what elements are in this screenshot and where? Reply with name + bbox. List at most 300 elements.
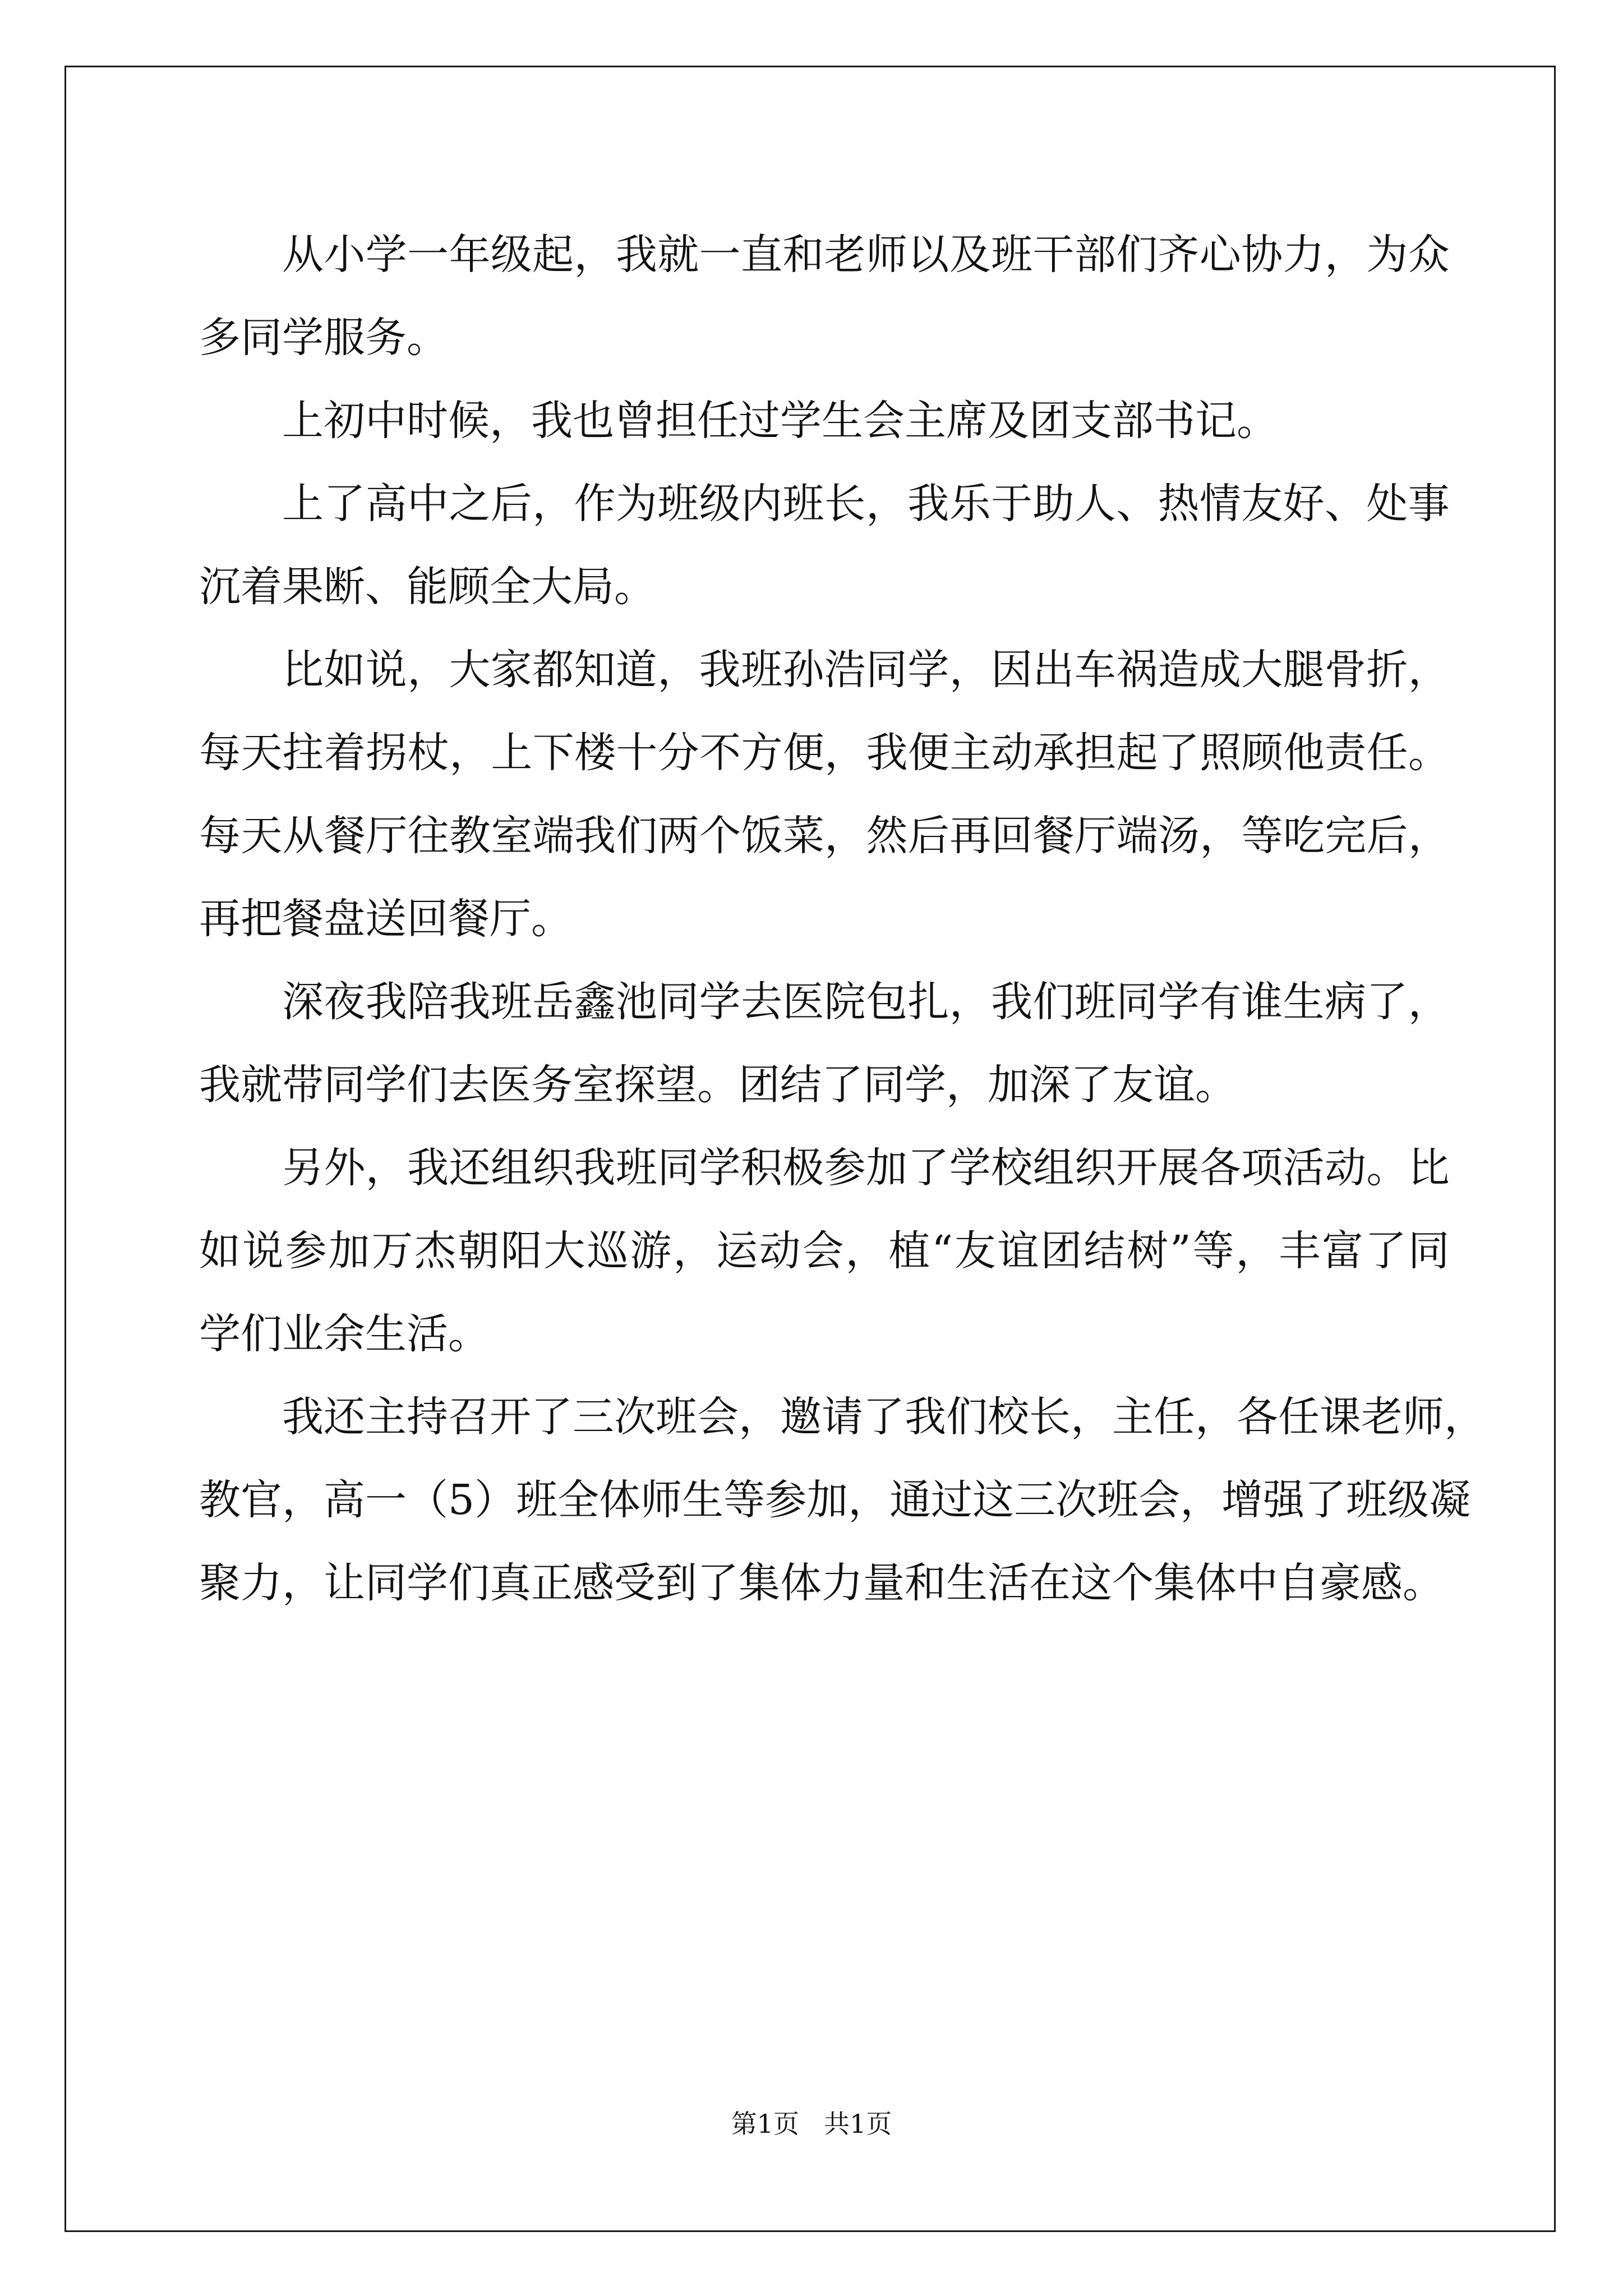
glyph: 折 bbox=[1366, 646, 1408, 694]
glyph: 扎 bbox=[907, 978, 949, 1026]
glyph: ， bbox=[1071, 1393, 1112, 1441]
glyph: 为 bbox=[615, 480, 657, 528]
glyph: 三 bbox=[573, 1393, 614, 1441]
glyph: 拐 bbox=[366, 729, 408, 777]
glyph: 完 bbox=[1325, 812, 1367, 860]
glyph: 们 bbox=[616, 812, 658, 860]
glyph: 主 bbox=[365, 1393, 407, 1441]
glyph: 分 bbox=[657, 729, 699, 777]
glyph: 小 bbox=[324, 231, 366, 279]
glyph: 造 bbox=[1158, 646, 1200, 694]
text-line: 聚力，让同学们真正感受到了集体力量和生活在这个集体中自豪感。 bbox=[199, 1559, 1444, 1607]
glyph: 会 bbox=[697, 1393, 739, 1441]
glyph: 学 bbox=[365, 231, 407, 279]
glyph: 比 bbox=[1408, 1144, 1450, 1192]
glyph: 如 bbox=[324, 646, 366, 694]
glyph: 加 bbox=[866, 1144, 908, 1192]
glyph: 好 bbox=[1283, 480, 1325, 528]
glyph: 体 bbox=[599, 1476, 641, 1524]
glyph: 班 bbox=[516, 1476, 558, 1524]
glyph: 凝 bbox=[1429, 1476, 1471, 1524]
glyph: 餐 bbox=[324, 812, 366, 860]
text-line bbox=[282, 213, 1450, 296]
glyph: 人 bbox=[1074, 480, 1116, 528]
glyph: 一 bbox=[407, 231, 449, 279]
glyph: 参 bbox=[824, 1144, 866, 1192]
glyph: 了 bbox=[863, 1393, 905, 1441]
glyph: 各 bbox=[1237, 1393, 1278, 1441]
glyph: 班 bbox=[656, 1393, 697, 1441]
glyph: 热 bbox=[1158, 480, 1200, 528]
glyph: ， bbox=[824, 729, 866, 777]
glyph: 加 bbox=[806, 1476, 849, 1524]
glyph: ） bbox=[474, 1476, 517, 1524]
glyph: 富 bbox=[1322, 1227, 1364, 1275]
glyph: 织 bbox=[532, 1144, 574, 1192]
glyph: 他 bbox=[1283, 729, 1325, 777]
glyph: ， bbox=[365, 1144, 407, 1192]
glyph: 还 bbox=[449, 1144, 491, 1192]
glyph: 等 bbox=[1192, 1227, 1234, 1275]
glyph: 饭 bbox=[741, 812, 783, 860]
glyph: 上 bbox=[491, 729, 533, 777]
glyph: 级 bbox=[490, 231, 532, 279]
glyph: 运 bbox=[716, 1227, 758, 1275]
glyph: 天 bbox=[241, 812, 283, 860]
glyph: ， bbox=[949, 978, 991, 1026]
glyph: ， bbox=[1235, 1227, 1278, 1275]
glyph: 师 bbox=[866, 231, 908, 279]
glyph: ， bbox=[407, 646, 449, 694]
glyph: ， bbox=[848, 1476, 890, 1524]
glyph: ， bbox=[845, 1227, 887, 1275]
glyph: 我 bbox=[574, 1144, 616, 1192]
glyph: 长 bbox=[1029, 1393, 1071, 1441]
glyph: 包 bbox=[866, 978, 908, 1026]
glyph: 等 bbox=[723, 1476, 766, 1524]
glyph: 任 bbox=[1154, 1393, 1195, 1441]
glyph: 谊 bbox=[997, 1227, 1039, 1275]
glyph: 孙 bbox=[782, 646, 824, 694]
glyph: 便 bbox=[907, 729, 949, 777]
glyph: 中 bbox=[407, 480, 449, 528]
glyph: 年 bbox=[449, 231, 491, 279]
glyph: 师 bbox=[640, 1476, 683, 1524]
glyph: 医 bbox=[782, 978, 824, 1026]
glyph: 班 bbox=[1097, 1476, 1139, 1524]
text-line bbox=[199, 1209, 1450, 1292]
glyph: 游 bbox=[630, 1227, 672, 1275]
glyph: 课 bbox=[1320, 1393, 1361, 1441]
glyph: ， bbox=[866, 480, 908, 528]
glyph: 级 bbox=[1387, 1476, 1430, 1524]
glyph: ， bbox=[673, 1227, 715, 1275]
glyph: 教 bbox=[449, 812, 491, 860]
glyph: 下 bbox=[532, 729, 574, 777]
glyph: 责 bbox=[1325, 729, 1367, 777]
glyph: 强 bbox=[1263, 1476, 1305, 1524]
glyph: 病 bbox=[1324, 978, 1366, 1026]
text-line bbox=[199, 794, 1450, 877]
glyph: ， bbox=[1324, 231, 1366, 279]
glyph: 菜 bbox=[782, 812, 824, 860]
glyph: 然 bbox=[866, 812, 908, 860]
glyph: 通 bbox=[889, 1476, 932, 1524]
glyph: ， bbox=[1408, 812, 1450, 860]
glyph: 我 bbox=[574, 812, 616, 860]
glyph: 丰 bbox=[1279, 1227, 1321, 1275]
glyph: （ bbox=[407, 1476, 448, 1524]
glyph: 我 bbox=[365, 978, 407, 1026]
glyph: ， bbox=[282, 1476, 324, 1524]
glyph: 班 bbox=[740, 646, 782, 694]
glyph: 三 bbox=[1014, 1476, 1056, 1524]
glyph: 学 bbox=[699, 978, 741, 1026]
glyph: 项 bbox=[1241, 1144, 1283, 1192]
glyph: 之 bbox=[449, 480, 491, 528]
text-line: 沉着果断、能顾全大局。 bbox=[199, 563, 656, 611]
glyph: 楼 bbox=[574, 729, 616, 777]
glyph: 从 bbox=[282, 231, 324, 279]
glyph: 老 bbox=[1361, 1393, 1403, 1441]
glyph: 树 bbox=[1127, 1227, 1169, 1275]
glyph: 和 bbox=[782, 231, 824, 279]
glyph: 老 bbox=[824, 231, 866, 279]
glyph: 持 bbox=[407, 1393, 448, 1441]
glyph: 班 bbox=[657, 480, 699, 528]
glyph: 参 bbox=[285, 1227, 327, 1275]
glyph: 一 bbox=[365, 1476, 407, 1524]
glyph: 同 bbox=[1408, 1227, 1450, 1275]
glyph: 岳 bbox=[532, 978, 574, 1026]
glyph: 还 bbox=[324, 1393, 365, 1441]
page-total: 共1页 bbox=[823, 2109, 892, 2139]
glyph: 就 bbox=[657, 231, 699, 279]
text-line: 学们业余生活。 bbox=[199, 1310, 490, 1358]
glyph: 极 bbox=[782, 1144, 824, 1192]
glyph: 我 bbox=[907, 480, 949, 528]
glyph: 外 bbox=[324, 1144, 366, 1192]
glyph: 了 bbox=[1364, 1227, 1407, 1275]
glyph: 们 bbox=[1116, 231, 1158, 279]
glyph: 大 bbox=[543, 1227, 585, 1275]
glyph: 杰 bbox=[414, 1227, 457, 1275]
glyph: 班 bbox=[1074, 978, 1116, 1026]
glyph: 情 bbox=[1199, 480, 1241, 528]
glyph: 活 bbox=[1283, 1144, 1325, 1192]
glyph: 力 bbox=[1283, 231, 1325, 279]
glyph: 植 bbox=[888, 1227, 930, 1275]
glyph: ， bbox=[1180, 1476, 1222, 1524]
glyph: 、 bbox=[1116, 480, 1158, 528]
glyph: 们 bbox=[1032, 978, 1075, 1026]
glyph: 端 bbox=[1116, 812, 1158, 860]
glyph: 我 bbox=[615, 231, 657, 279]
glyph: 等 bbox=[1241, 812, 1283, 860]
glyph: 助 bbox=[1032, 480, 1075, 528]
glyph: “ bbox=[932, 1227, 953, 1275]
glyph: 我 bbox=[282, 1393, 324, 1441]
glyph: 增 bbox=[1221, 1476, 1264, 1524]
glyph: 次 bbox=[614, 1393, 656, 1441]
glyph: 参 bbox=[765, 1476, 807, 1524]
glyph: 齐 bbox=[1158, 231, 1200, 279]
glyph: 班 bbox=[991, 231, 1033, 279]
glyph: 大 bbox=[449, 646, 491, 694]
glyph: 餐 bbox=[1032, 812, 1075, 860]
glyph: 室 bbox=[491, 812, 533, 860]
glyph: 这 bbox=[972, 1476, 1015, 1524]
glyph: 杖 bbox=[407, 729, 449, 777]
glyph: 主 bbox=[1112, 1393, 1154, 1441]
text-line: 上初中时候，我也曾担任过学生会主席及团支部书记。 bbox=[282, 397, 1278, 445]
glyph: 同 bbox=[1116, 978, 1158, 1026]
glyph: 我 bbox=[449, 978, 491, 1026]
text-line bbox=[199, 711, 1450, 794]
document-body bbox=[199, 213, 1486, 1625]
glyph: 班 bbox=[615, 1144, 657, 1192]
glyph: 5 bbox=[448, 1476, 475, 1524]
text-line bbox=[282, 462, 1450, 545]
glyph: 内 bbox=[740, 480, 782, 528]
glyph: 了 bbox=[324, 480, 366, 528]
glyph: 组 bbox=[1032, 1144, 1075, 1192]
glyph: 动 bbox=[991, 729, 1033, 777]
glyph: 另 bbox=[282, 1144, 324, 1192]
glyph: 为 bbox=[1366, 231, 1408, 279]
glyph: 厅 bbox=[366, 812, 408, 860]
glyph: 拄 bbox=[282, 729, 324, 777]
glyph: 教 bbox=[199, 1476, 241, 1524]
glyph: 朝 bbox=[457, 1227, 499, 1275]
glyph: 任 bbox=[1278, 1393, 1320, 1441]
glyph: 承 bbox=[1032, 729, 1075, 777]
text-line bbox=[199, 1458, 1471, 1542]
glyph: 过 bbox=[931, 1476, 973, 1524]
glyph: 以 bbox=[907, 231, 949, 279]
glyph: 大 bbox=[1241, 646, 1283, 694]
glyph: 我 bbox=[407, 1144, 449, 1192]
glyph: 开 bbox=[490, 1393, 531, 1441]
glyph: 学 bbox=[949, 1144, 991, 1192]
glyph: 如 bbox=[199, 1227, 241, 1275]
glyph: 班 bbox=[1346, 1476, 1388, 1524]
glyph: 心 bbox=[1199, 231, 1241, 279]
glyph: 每 bbox=[199, 729, 241, 777]
glyph: 结 bbox=[1083, 1227, 1126, 1275]
glyph: 组 bbox=[490, 1144, 532, 1192]
glyph: 都 bbox=[532, 646, 574, 694]
glyph: 再 bbox=[949, 812, 992, 860]
glyph: 学 bbox=[699, 1144, 741, 1192]
glyph: 个 bbox=[699, 812, 741, 860]
glyph: 后 bbox=[490, 480, 532, 528]
glyph: 成 bbox=[1199, 646, 1241, 694]
page-footer bbox=[0, 2104, 1623, 2141]
glyph: 邀 bbox=[780, 1393, 822, 1441]
glyph: 陪 bbox=[407, 978, 449, 1026]
glyph: 高 bbox=[324, 1476, 365, 1524]
glyph: 师 bbox=[1403, 1393, 1444, 1441]
glyph: 请 bbox=[822, 1393, 863, 1441]
glyph: 众 bbox=[1408, 231, 1450, 279]
glyph: 同 bbox=[866, 646, 908, 694]
text-line: 再把餐盘送回餐厅。 bbox=[199, 895, 573, 943]
glyph: 同 bbox=[657, 978, 699, 1026]
glyph: 班 bbox=[490, 978, 532, 1026]
glyph: 。 bbox=[1366, 1144, 1408, 1192]
glyph: 长 bbox=[824, 480, 866, 528]
glyph: 校 bbox=[988, 1393, 1029, 1441]
text-line bbox=[282, 628, 1450, 711]
text-line bbox=[282, 1126, 1450, 1209]
glyph: 任 bbox=[1366, 729, 1408, 777]
glyph: 主 bbox=[949, 729, 992, 777]
glyph: 同 bbox=[657, 1144, 699, 1192]
glyph: 去 bbox=[740, 978, 782, 1026]
glyph: 高 bbox=[365, 480, 407, 528]
glyph: ， bbox=[574, 231, 616, 279]
glyph: 汤 bbox=[1158, 812, 1200, 860]
text-line: 我就带同学们去医务室探望。团结了同学，加深了友谊。 bbox=[199, 1061, 1237, 1109]
glyph: 干 bbox=[1032, 231, 1075, 279]
glyph: 友 bbox=[954, 1227, 996, 1275]
glyph: 一 bbox=[699, 231, 741, 279]
glyph: 厅 bbox=[1075, 812, 1117, 860]
glyph: 万 bbox=[371, 1227, 413, 1275]
glyph: 部 bbox=[1074, 231, 1116, 279]
glyph: 及 bbox=[949, 231, 991, 279]
glyph: 开 bbox=[1116, 1144, 1158, 1192]
glyph: 比 bbox=[282, 646, 324, 694]
glyph: 腿 bbox=[1283, 646, 1325, 694]
glyph: 次 bbox=[1055, 1476, 1098, 1524]
glyph: 起 bbox=[532, 231, 574, 279]
page-number: 第1页 bbox=[731, 2109, 800, 2139]
glyph: 说 bbox=[242, 1227, 284, 1275]
glyph: 方 bbox=[741, 729, 783, 777]
text-line: 多同学服务。 bbox=[199, 314, 448, 362]
glyph: 官 bbox=[241, 1476, 282, 1524]
glyph: 上 bbox=[282, 480, 324, 528]
glyph: 端 bbox=[532, 812, 574, 860]
glyph: 级 bbox=[699, 480, 741, 528]
glyph: 我 bbox=[866, 729, 908, 777]
glyph: ， bbox=[824, 812, 866, 860]
glyph: ， bbox=[949, 646, 991, 694]
glyph: 说 bbox=[365, 646, 407, 694]
glyph: 巡 bbox=[587, 1227, 629, 1275]
glyph: 浩 bbox=[824, 646, 866, 694]
glyph: 后 bbox=[907, 812, 949, 860]
glyph: 我 bbox=[991, 978, 1033, 1026]
glyph: 鑫 bbox=[574, 978, 616, 1026]
glyph: 织 bbox=[1074, 1144, 1116, 1192]
glyph: 顾 bbox=[1241, 729, 1283, 777]
glyph: 作 bbox=[574, 480, 616, 528]
glyph: ， bbox=[532, 480, 574, 528]
glyph: 会 bbox=[802, 1227, 844, 1275]
glyph: ” bbox=[1169, 1227, 1191, 1275]
glyph: 便 bbox=[782, 729, 824, 777]
glyph: 处 bbox=[1366, 480, 1408, 528]
glyph: 团 bbox=[1040, 1227, 1082, 1275]
glyph: ， bbox=[1195, 1393, 1237, 1441]
glyph: 学 bbox=[1158, 978, 1200, 1026]
glyph: 谁 bbox=[1241, 978, 1283, 1026]
glyph: 动 bbox=[759, 1227, 801, 1275]
glyph: 家 bbox=[490, 646, 532, 694]
glyph: 各 bbox=[1199, 1144, 1241, 1192]
glyph: 知 bbox=[574, 646, 616, 694]
glyph: 了 bbox=[531, 1393, 573, 1441]
glyph: 动 bbox=[1324, 1144, 1366, 1192]
glyph: 、 bbox=[1324, 480, 1366, 528]
glyph: 直 bbox=[740, 231, 782, 279]
glyph: 积 bbox=[740, 1144, 782, 1192]
glyph: 骨 bbox=[1324, 646, 1366, 694]
glyph: 每 bbox=[199, 812, 241, 860]
glyph: 召 bbox=[448, 1393, 490, 1441]
glyph: 校 bbox=[991, 1144, 1033, 1192]
glyph: 夜 bbox=[324, 978, 366, 1026]
glyph: 乐 bbox=[949, 480, 991, 528]
glyph: ， bbox=[449, 729, 491, 777]
glyph: 了 bbox=[1366, 978, 1408, 1026]
glyph: 院 bbox=[824, 978, 866, 1026]
glyph: 池 bbox=[615, 978, 657, 1026]
text-line bbox=[282, 960, 1450, 1043]
glyph: 祸 bbox=[1116, 646, 1158, 694]
glyph: ， bbox=[1200, 812, 1242, 860]
glyph: 友 bbox=[1241, 480, 1283, 528]
glyph: 出 bbox=[1032, 646, 1075, 694]
glyph: 从 bbox=[282, 812, 324, 860]
glyph: 阳 bbox=[500, 1227, 542, 1275]
glyph: 班 bbox=[782, 480, 824, 528]
glyph: 车 bbox=[1074, 646, 1116, 694]
glyph: 后 bbox=[1366, 812, 1408, 860]
glyph: 全 bbox=[557, 1476, 600, 1524]
glyph: 有 bbox=[1199, 978, 1241, 1026]
glyph: 不 bbox=[699, 729, 741, 777]
glyph: 两 bbox=[657, 812, 699, 860]
text-line bbox=[282, 1375, 1486, 1458]
glyph: ， bbox=[1408, 978, 1450, 1026]
glyph: 事 bbox=[1408, 480, 1450, 528]
glyph: ， bbox=[739, 1393, 780, 1441]
glyph: 协 bbox=[1241, 231, 1283, 279]
glyph: 道 bbox=[615, 646, 657, 694]
glyph: 回 bbox=[991, 812, 1033, 860]
glyph: 。 bbox=[1408, 729, 1450, 777]
glyph: 生 bbox=[682, 1476, 724, 1524]
glyph: 了 bbox=[907, 1144, 949, 1192]
glyph: 担 bbox=[1075, 729, 1117, 777]
glyph: 着 bbox=[324, 729, 366, 777]
glyph: 吃 bbox=[1283, 812, 1325, 860]
glyph: ， bbox=[657, 646, 699, 694]
glyph: 学 bbox=[907, 646, 949, 694]
glyph: 照 bbox=[1200, 729, 1242, 777]
glyph: 生 bbox=[1283, 978, 1325, 1026]
glyph: 起 bbox=[1116, 729, 1158, 777]
glyph: 于 bbox=[991, 480, 1033, 528]
glyph: 十 bbox=[616, 729, 658, 777]
glyph: ， bbox=[1408, 646, 1450, 694]
glyph: 我 bbox=[905, 1393, 946, 1441]
glyph: 加 bbox=[328, 1227, 370, 1275]
